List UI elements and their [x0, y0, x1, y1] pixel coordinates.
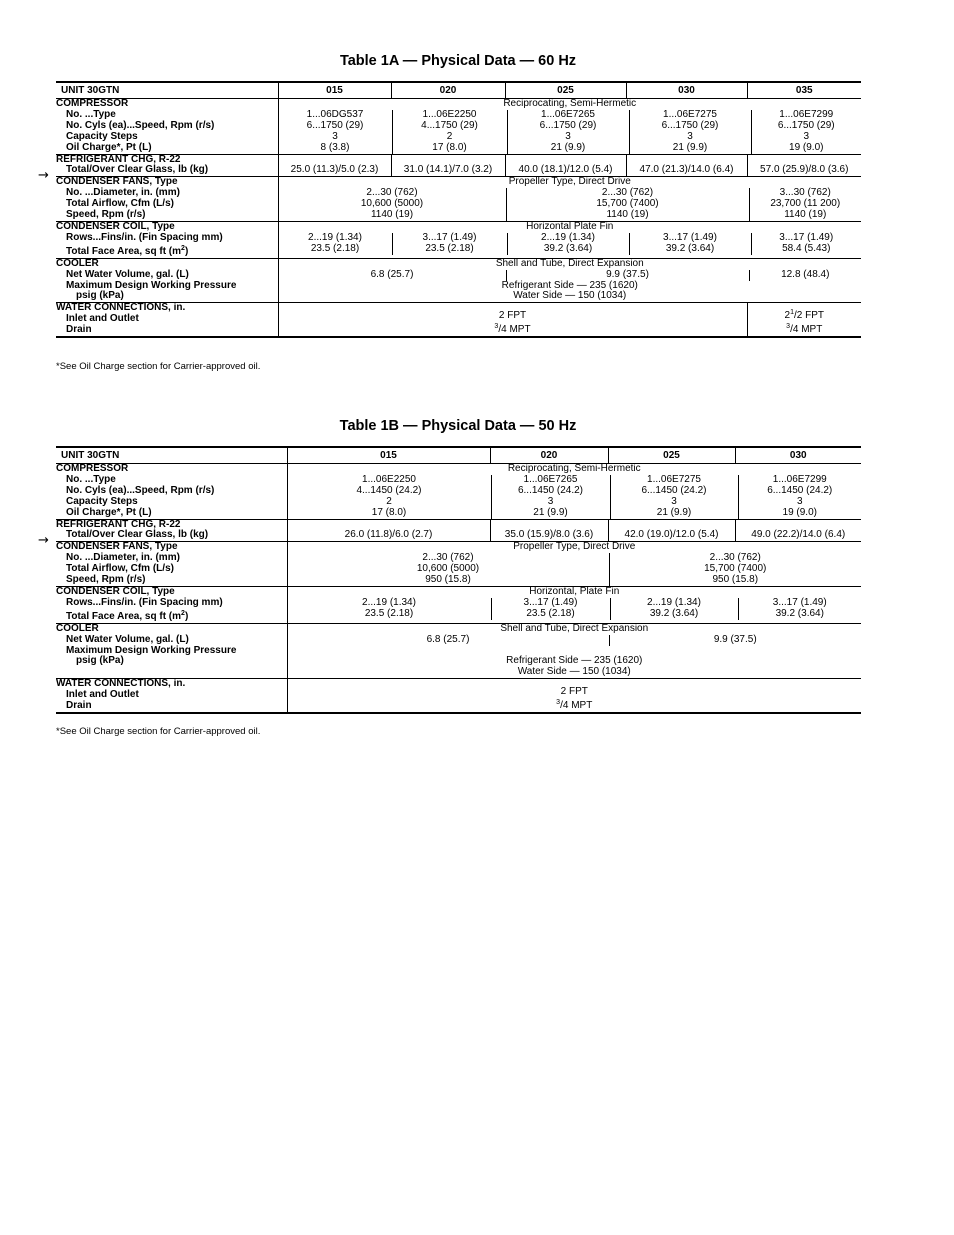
- model-header-015: 015: [278, 82, 391, 99]
- cooler-vol-015-020: 6.8 (25.7): [426, 633, 470, 645]
- compressor-type-common: Reciprocating, Semi-Hermetic: [503, 98, 637, 109]
- cooler-values: [278, 258, 861, 303]
- fans-group-025-030: 2...30 (762) 15,700 (7400) 1140 (19): [506, 188, 749, 221]
- condenser-fans-row: [56, 542, 861, 587]
- refrigerant-row: [56, 154, 861, 177]
- cooler-refrigerant-side: Refrigerant Side — 235 (1620): [506, 655, 643, 667]
- cooler-vol-015-020: 6.8 (25.7): [370, 268, 414, 280]
- coil-030: 3...17 (1.49) 39.2 (3.64): [629, 233, 751, 255]
- condenser-fans-values: [278, 177, 861, 222]
- table-1a-footnote: *See Oil Charge section for Carrier-approved oil.: [56, 361, 261, 372]
- water-035: $2^1/2$ FPT $^3$/4 MPT: [747, 303, 861, 337]
- unit-header: UNIT 30GTN: [56, 447, 287, 464]
- fans-group-025-030: 2...30 (762) 15,700 (7400) 950 (15.8): [609, 553, 862, 586]
- water-015-030: 2 FPT $^3$/4 MPT: [278, 303, 747, 337]
- table-1b-footnote: *See Oil Charge section for Carrier-approved oil.: [56, 726, 261, 737]
- cooler-refrigerant-side: Refrigerant Side — 235 (1620): [501, 279, 638, 291]
- coil-type-common: Horizontal Plate Fin: [526, 220, 614, 232]
- refrigerant-030: 49.0 (22.2)/14.0 (6.4): [735, 519, 861, 542]
- refrigerant-025: 40.0 (18.1)/12.0 (5.4): [505, 154, 626, 177]
- refrigerant-015: 25.0 (11.3)/5.0 (2.3): [278, 154, 391, 177]
- cooler-vol-035: 12.8 (48.4): [749, 270, 862, 281]
- condenser-coil-row: [56, 221, 861, 258]
- refrigerant-030: 47.0 (21.3)/14.0 (6.4): [626, 154, 747, 177]
- fans-group-035: 3...30 (762) 23,700 (11 200) 1140 (19): [749, 188, 862, 221]
- compressor-025: 1...06E7275 6...1450 (24.2) 3 21 (9.9): [610, 475, 738, 519]
- fans-type-common: Propeller Type, Direct Drive: [508, 176, 631, 188]
- cooler-vol-025-030: 9.9 (37.5): [609, 635, 862, 646]
- water-connections-row: [56, 303, 861, 337]
- compressor-015: 1...06DG537 6...1750 (29) 3 8 (3.8): [306, 108, 364, 153]
- model-header-030: 030: [626, 82, 747, 99]
- table-1a: [56, 81, 861, 338]
- refrigerant-035: 57.0 (25.9)/8.0 (3.6): [747, 154, 861, 177]
- cooler-type-common: Shell and Tube, Direct Expansion: [495, 257, 644, 269]
- condenser-coil-label: CONDENSER COIL, Type Rows...Fins/in. (Fin Spacing mm) Total Face Area, sq ft $(m^2)$: [56, 221, 278, 258]
- compressor-020: 1...06E7265 6...1450 (24.2) 3 21 (9.9): [491, 475, 610, 519]
- compressor-035: 1...06E7299 6...1750 (29) 3 19 (9.0): [751, 110, 862, 154]
- condenser-fans-row: [56, 177, 861, 222]
- cooler-type-common: Shell and Tube, Direct Expansion: [500, 622, 649, 634]
- table-1b-title: Table 1B — Physical Data — 50 Hz: [339, 418, 577, 434]
- compressor-025: 1...06E7265 6...1750 (29) 3 21 (9.9): [507, 110, 629, 154]
- condenser-fans-label: CONDENSER FANS, Type No. ...Diameter, in. (mm) Total Airflow, Cfm (L/s) Speed, Rpm (r/s): [56, 177, 278, 222]
- coil-020: 3...17 (1.49) 23.5 (2.18): [491, 598, 610, 620]
- water-values: 2 FPT $^3$/4 MPT: [287, 679, 861, 713]
- condenser-coil-row: [56, 586, 861, 623]
- fans-group-015-020: 2...30 (762) 10,600 (5000) 950 (15.8): [416, 552, 480, 586]
- change-arrow-icon: →: [38, 168, 49, 183]
- compressor-values: [287, 464, 861, 520]
- compressor-label: COMPRESSOR No. ...Type No. Cyls (ea)...Speed, Rpm (r/s) Capacity Steps Oil Charge*, Pt (L): [56, 464, 287, 520]
- coil-030: 3...17 (1.49) 39.2 (3.64): [738, 598, 862, 620]
- refrigerant-020: 35.0 (15.9)/8.0 (3.6): [490, 519, 608, 542]
- refrigerant-025: 42.0 (19.0)/12.0 (5.4): [608, 519, 735, 542]
- model-header-025: 025: [505, 82, 626, 99]
- water-connections-row: [56, 679, 861, 713]
- table-1b: [56, 446, 861, 714]
- table-1a-title: Table 1A — Physical Data — 60 Hz: [339, 53, 577, 69]
- model-header-015: 015: [287, 447, 490, 464]
- cooler-water-side: Water Side — 150 (1034): [513, 290, 627, 302]
- coil-015: 2...19 (1.34) 23.5 (2.18): [362, 596, 416, 619]
- condenser-fans-label: CONDENSER FANS, Type No. ...Diameter, in. (mm) Total Airflow, Cfm (L/s) Speed, Rpm (r/s): [56, 542, 287, 587]
- cooler-row: [56, 258, 861, 303]
- coil-025: 2...19 (1.34) 39.2 (3.64): [507, 233, 629, 255]
- coil-015: 2...19 (1.34) 23.5 (2.18): [308, 231, 362, 254]
- model-header-020: 020: [490, 447, 608, 464]
- fans-group-015-020: 2...30 (762) 10,600 (5000) 1140 (19): [360, 187, 424, 221]
- compressor-label: COMPRESSOR No. ...Type No. Cyls (ea)...Speed, Rpm (r/s) Capacity Steps Oil Charge*, Pt (L): [56, 99, 278, 155]
- table-header-row: [56, 447, 861, 464]
- compressor-030: 1...06E7299 6...1450 (24.2) 3 19 (9.0): [738, 475, 862, 519]
- cooler-water-side: Water Side — 150 (1034): [517, 666, 631, 678]
- refrigerant-row: [56, 519, 861, 542]
- model-header-020: 020: [391, 82, 505, 99]
- cooler-vol-025-030: 9.9 (37.5): [506, 270, 749, 281]
- compressor-values: [278, 99, 861, 155]
- compressor-row: [56, 99, 861, 155]
- water-connections-label: WATER CONNECTIONS, in. Inlet and Outlet Drain: [56, 303, 278, 337]
- refrigerant-label: REFRIGERANT CHG, R-22 Total/Over Clear Glass, lb (kg): [56, 154, 278, 177]
- refrigerant-015: 26.0 (11.8)/6.0 (2.7): [287, 519, 490, 542]
- model-header-030: 030: [735, 447, 861, 464]
- cooler-label: COOLER Net Water Volume, gal. (L) Maximum Design Working Pressure psig (kPa): [56, 258, 278, 303]
- table-header-row: [56, 82, 861, 99]
- cooler-row: [56, 623, 861, 679]
- cooler-label: COOLER Net Water Volume, gal. (L) Maximum Design Working Pressure psig (kPa): [56, 623, 287, 679]
- compressor-type-common: Reciprocating, Semi-Hermetic: [507, 463, 641, 474]
- coil-type-common: Horizontal, Plate Fin: [529, 585, 620, 597]
- compressor-row: [56, 464, 861, 520]
- model-header-025: 025: [608, 447, 735, 464]
- fans-type-common: Propeller Type, Direct Drive: [513, 541, 636, 553]
- coil-035: 3...17 (1.49) 58.4 (5.43): [751, 233, 862, 255]
- model-header-035: 035: [747, 82, 861, 99]
- refrigerant-020: 31.0 (14.1)/7.0 (3.2): [391, 154, 505, 177]
- cooler-values: [287, 623, 861, 679]
- change-arrow-icon: →: [38, 533, 49, 548]
- condenser-fans-values: [287, 542, 861, 587]
- condenser-coil-values: [278, 221, 861, 258]
- compressor-020: 1...06E2250 4...1750 (29) 2 17 (8.0): [392, 110, 507, 154]
- condenser-coil-values: [287, 586, 861, 623]
- unit-header: UNIT 30GTN: [56, 82, 278, 99]
- condenser-coil-label: CONDENSER COIL, Type Rows...Fins/in. (Fin Spacing mm) Total Face Area, sq ft $(m^2)$: [56, 586, 287, 623]
- coil-020: 3...17 (1.49) 23.5 (2.18): [392, 233, 507, 255]
- coil-025: 2...19 (1.34) 39.2 (3.64): [610, 598, 738, 620]
- compressor-030: 1...06E7275 6...1750 (29) 3 21 (9.9): [629, 110, 751, 154]
- compressor-015: 1...06E2250 4...1450 (24.2) 2 17 (8.0): [356, 473, 422, 518]
- refrigerant-label: REFRIGERANT CHG, R-22 Total/Over Clear Glass, lb (kg): [56, 519, 287, 542]
- water-connections-label: WATER CONNECTIONS, in. Inlet and Outlet Drain: [56, 679, 287, 713]
